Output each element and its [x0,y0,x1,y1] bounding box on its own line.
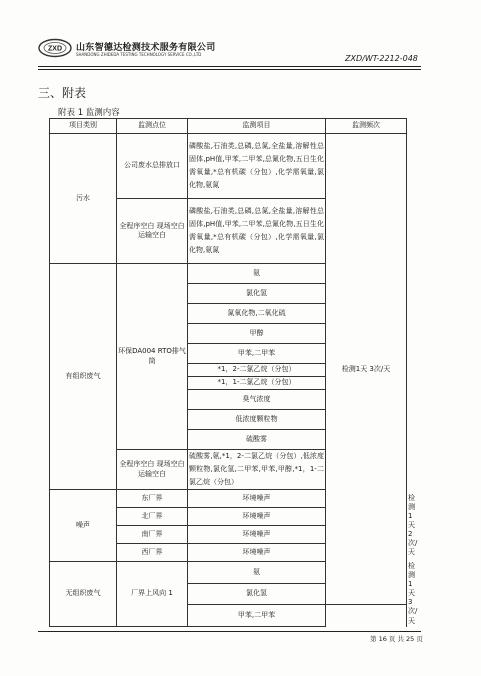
table-row: 无组织废气 厂界上风向 1 氨 检测1天 3次/天 [50,562,407,584]
point-noise: 东厂界 [117,490,188,508]
footer-divider [38,631,421,632]
point-noise: 西厂界 [117,544,188,562]
header-point: 监测点位 [117,119,188,134]
table-caption: 附表 1 监测内容 [58,108,120,118]
company-name-cn: 山东智德达检测技术服务有限公司 [76,43,216,53]
header-divider [38,66,421,67]
category-organized-gas: 有组织废气 [50,264,117,490]
logo-text: ZXD [48,45,62,53]
item-organized-gas: *1，1-二氯乙烷（分包） [188,377,326,390]
items-wastewater-outlet: 磷酸盐,石油类,总磷,总氮,全盐量,溶解性总固体,pH值,甲苯,二甲苯,总氰化物,五日生化需氧量,*总有机碳（分包）,化学需氧量,氯化物,氨氮 [188,134,326,199]
table-row [50,134,407,199]
item-organized-gas: 氨 [188,264,326,284]
item-organized-gas: 硫酸雾 [188,430,326,450]
frequency-main: 检测1天 3次/天 [326,134,407,605]
category-noise: 噪声 [50,490,117,562]
item-organized-gas: 甲醇 [188,324,326,344]
item-noise: 环境噪声 [188,508,326,526]
point-noise: 北厂界 [117,508,188,526]
section-title: 三、附表 [38,86,87,100]
page-number: 第 16 页 共 25 页 [370,635,423,643]
item-organized-gas: 低浓度颗粒物 [188,410,326,430]
header-items: 监测项目 [188,119,326,134]
header-frequency: 监测频次 [326,119,407,134]
item-organized-gas: *1，2-二氯乙烷（分包） [188,364,326,377]
category-wastewater: 污水 [50,134,117,264]
items-organized-blank: 硫酸雾,氨,*1，2-二氯乙烷（分包）,低浓度颗粒物,氯化氢,二甲苯,甲苯,甲醇,*1，1-二氯乙烷（分包） [188,450,326,490]
point-organized-blank: 全程序空白 现场空白 运输空白 [117,450,188,490]
item-unorganized-gas: 氯化氢 [188,583,326,605]
table-row: 噪声 东厂界 环境噪声 检测1天 2次/天 [50,490,407,508]
item-unorganized-gas: 甲苯,二甲苯 [188,605,326,627]
header-divider-thin [38,69,421,70]
item-noise: 环境噪声 [188,490,326,508]
item-unorganized-gas: 氨 [188,562,326,584]
item-organized-gas: 氮氧化物,二氧化硫 [188,304,326,324]
company-name-en: SHANDONG ZHIDEDA TESTING TECHNOLOGY SERVICE CO.,LTD [76,52,202,57]
monitoring-table [49,118,418,627]
point-noise: 南厂界 [117,526,188,544]
company-logo-icon [38,38,72,58]
item-noise: 环境噪声 [188,544,326,562]
items-wastewater-blank: 磷酸盐,石油类,总磷,总氮,全盐量,溶解性总固体,pH值,甲苯,二甲苯,总氰化物,五日生化需氧量,*总有机碳（分包）,化学需氧量,氯化物,氨氮 [188,199,326,264]
category-unorganized-gas: 无组织废气 [50,562,117,627]
point-wastewater-outlet: 公司废水总排放口 [117,134,188,199]
header-category: 项目类别 [50,119,117,134]
item-noise: 环境噪声 [188,526,326,544]
point-rto-stack: 环保DA004 RTO排气筒 [117,264,188,450]
table-header-row [50,119,407,134]
item-organized-gas: 氯化氢 [188,284,326,304]
point-upwind: 厂界上风向 1 [117,562,188,627]
document-code: ZXD/WT-2212-048 [345,54,418,63]
point-wastewater-blank: 全程序空白 现场空白 运输空白 [117,199,188,264]
item-organized-gas: 臭气浓度 [188,390,326,410]
item-organized-gas: 甲苯,二甲苯 [188,344,326,364]
